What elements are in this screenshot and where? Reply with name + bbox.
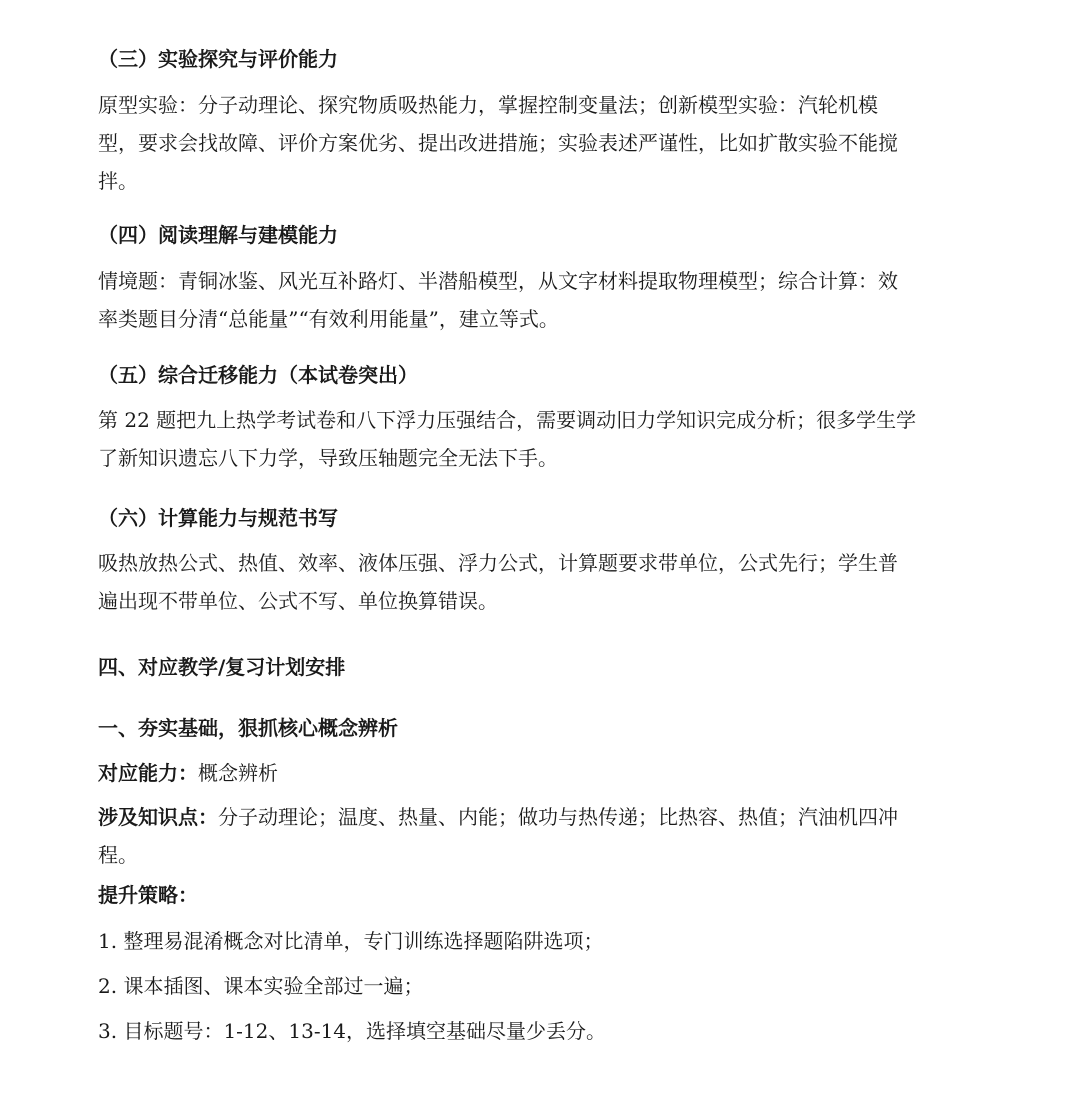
section-heading-5: （五）综合迁移能力（本试卷突出） <box>98 363 418 387</box>
body-line: 第 22 题把九上热学考试卷和八下浮力压强结合，需要调动旧力学知识完成分析；很多学生学 <box>98 408 917 432</box>
strategy-heading <box>98 876 988 914</box>
ability-row <box>98 754 988 792</box>
strategy-item-1 <box>98 922 988 960</box>
section-body-4 <box>98 262 988 338</box>
body-line: 情境题：青铜冰鉴、风光互补路灯、半潜船模型，从文字材料提取物理模型；综合计算：效 <box>98 269 898 293</box>
knowledge-text: 分子动理论；温度、热量、内能；做功与热传递；比热容、热值；汽油机四冲 <box>218 805 898 829</box>
body-line: 遍出现不带单位、公式不写、单位换算错误。 <box>98 589 498 613</box>
section-heading-6: （六）计算能力与规范书写 <box>98 506 338 530</box>
body-line: 率类题目分清“总能量”“有效利用能量”，建立等式。 <box>98 307 559 331</box>
strategy-text: 3. 目标题号：1-12、13-14，选择填空基础尽量少丢分。 <box>98 1019 607 1043</box>
part-heading: 四、对应教学/复习计划安排 <box>98 655 346 679</box>
strategy-heading-text: 提升策略： <box>98 883 198 907</box>
section-body-6 <box>98 544 988 620</box>
body-line: 原型实验：分子动理论、探究物质吸热能力，掌握控制变量法；创新模型实验：汽轮机模 <box>98 93 878 117</box>
body-line: 了新知识遗忘八下力学，导致压轴题完全无法下手。 <box>98 446 558 470</box>
section-body-5 <box>98 401 988 477</box>
section-heading-3: （三）实验探究与评价能力 <box>98 47 338 71</box>
strategy-text: 2. 课本插图、课本实验全部过一遍； <box>98 974 424 998</box>
knowledge-text-cont: 程。 <box>98 843 138 867</box>
body-line: 吸热放热公式、热值、效率、液体压强、浮力公式，计算题要求带单位，公式先行；学生普 <box>98 551 898 575</box>
strategy-text: 1. 整理易混淆概念对比清单，专门训练选择题陷阱选项； <box>98 929 604 953</box>
section-heading-4: （四）阅读理解与建模能力 <box>98 223 338 247</box>
strategy-item-3 <box>98 1012 988 1050</box>
knowledge-block <box>98 798 988 874</box>
knowledge-row <box>98 798 988 836</box>
body-line: 拌。 <box>98 169 138 193</box>
ability-line <box>98 754 988 792</box>
ability-value: 概念辨析 <box>198 761 278 785</box>
body-line: 型，要求会找故障、评价方案优劣、提出改进措施；实验表述严谨性，比如扩散实验不能搅 <box>98 131 898 155</box>
knowledge-label: 涉及知识点： <box>98 805 218 829</box>
sub-heading: 一、夯实基础，狠抓核心概念辨析 <box>98 716 398 740</box>
ability-label: 对应能力： <box>98 761 198 785</box>
section-body-3 <box>98 86 988 200</box>
strategy-item-2 <box>98 967 988 1005</box>
